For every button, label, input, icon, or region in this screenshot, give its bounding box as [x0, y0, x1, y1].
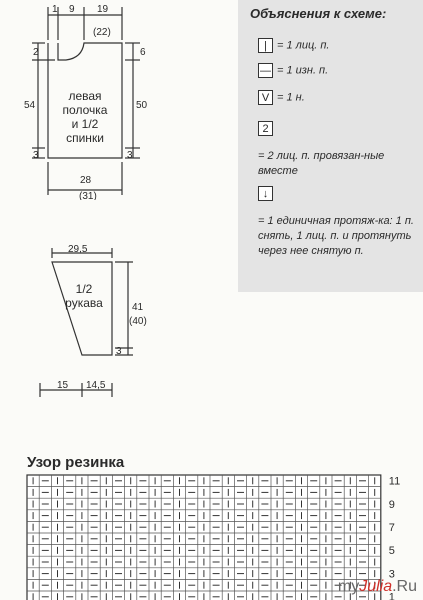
front-dim-bottom-width: 28 [80, 175, 92, 186]
sleeve-dim-height-alt: (40) [129, 316, 147, 327]
yarn-over-symbol: V [258, 90, 273, 105]
front-dim-left-top: 2 [33, 47, 39, 58]
legend-purl: — = 1 изн. п. [260, 64, 329, 77]
front-dim-top-width: 19 [97, 4, 109, 15]
sleeve-label-line-1: 1/2 [75, 282, 93, 296]
front-dim-right-top: 6 [140, 47, 146, 58]
front-label-line-4: спинки [66, 131, 104, 145]
front-dim-top-width-alt: (22) [93, 27, 111, 38]
legend-k2tog-text: = 2 лиц. п. провязан-ные вместе [258, 150, 385, 177]
row-number: 3 [388, 568, 395, 581]
front-dim-top-left: 1 [52, 4, 58, 15]
legend-title: Объяснения к схеме: [250, 6, 387, 21]
legend-sk2p-text: = 1 единичная протяж-ка: 1 п. снять, 1 лиц. п. и протянуть через нее снятую п. [258, 215, 414, 257]
sleeve-dim-top-width: 29,5 [68, 244, 88, 255]
front-label-line-3: и 1/2 [71, 117, 99, 131]
row-number: 1 [388, 591, 395, 600]
chart-title: Узор резинка [27, 454, 125, 471]
sk2p-symbol: ↓ [258, 186, 273, 201]
row-number: 11 [388, 475, 401, 488]
purl-symbol: — [260, 65, 271, 77]
front-dim-left-bottom: 3 [33, 150, 39, 161]
front-pattern-diagram [0, 0, 238, 200]
front-dim-top-gap: 9 [69, 4, 75, 15]
sleeve-dim-right-bottom: 3 [116, 346, 122, 357]
row-number: 9 [388, 498, 395, 511]
sleeve-pattern-diagram [0, 240, 238, 400]
legend-knit: | = 1 лиц. п. [258, 38, 330, 53]
sleeve-dim-height: 41 [132, 302, 144, 313]
k2tog-symbol: 2 [258, 121, 273, 136]
row-number: 7 [388, 522, 395, 534]
legend-sk2p-icon-row [258, 186, 277, 201]
knit-symbol: | [258, 38, 273, 53]
sleeve-dim-bottom-right: 14,5 [86, 380, 106, 391]
legend-k2tog-icon-row [258, 121, 277, 136]
front-dim-left-height: 54 [24, 100, 36, 111]
row-number: 5 [388, 545, 395, 558]
sleeve-label-line-2: рукава [65, 296, 103, 310]
front-label-line-1: левая [68, 89, 102, 103]
site-watermark: myJulia.Ru [337, 578, 417, 595]
legend-panel [238, 0, 423, 292]
front-label-line-2: полочка [62, 103, 108, 117]
legend-yo: V = 1 н. [258, 90, 305, 105]
front-dim-right-bottom: 3 [127, 150, 133, 161]
front-dim-right-height: 50 [136, 100, 148, 111]
sleeve-dim-bottom-left: 15 [57, 380, 69, 391]
front-dim-bottom-width-alt: (31) [79, 191, 97, 200]
